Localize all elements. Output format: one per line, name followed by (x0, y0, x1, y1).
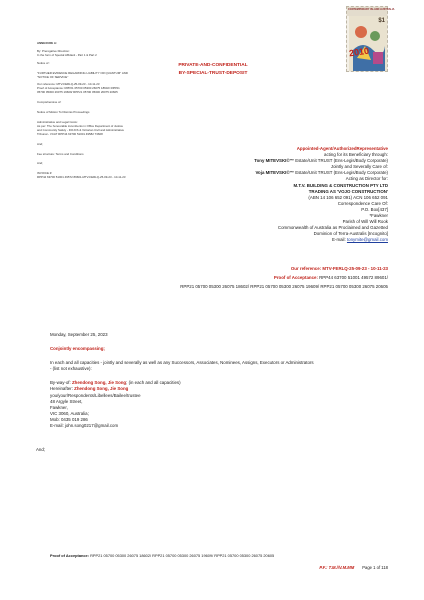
footer-right (319, 565, 388, 570)
by-way-rest: ; (in each and all capacities) (126, 380, 181, 386)
confidential-header (158, 62, 268, 78)
footer-proof (50, 553, 274, 558)
annexure-label: ANNEXURE A: (37, 41, 57, 45)
voja-estate-rest: Estate/Unit TRUST (Ens-Legis/Body Corporate) (293, 170, 388, 176)
fee-structure: Fee structure: Terms and Conditions (37, 151, 84, 156)
left-proof-line-2: 05700 05300 26075 19609/ RPP21 05700 05300 26075 20605 (37, 90, 118, 95)
voja-name: Voja MITEVSKI©™ (255, 170, 294, 176)
acting-for: acting for its Beneficiary through: (324, 152, 388, 158)
state-postcode: VIC 3060, Australia; (50, 410, 89, 416)
by-way-label: By-way-of: (50, 380, 72, 386)
our-ref-label: Our reference: (290, 266, 323, 271)
stamp-artwork (349, 16, 387, 71)
conjointly: Conjointly encompassing; (50, 346, 105, 352)
right-address-block (168, 146, 388, 244)
stamp-year: 2010 (348, 45, 370, 59)
stamp-band-text: CONTEMPORARY ISLAND AUSTRALIA (348, 8, 395, 11)
commonwealth: Commonwealth of Australia as Proclaimed and Gazetted (277, 225, 388, 231)
and-text-2: And; (37, 161, 43, 166)
stamp-value: $1 (378, 18, 385, 24)
company-name: M.T.V. BUILDING & CONSTRUCTION PTY LTD (293, 182, 388, 188)
page-number: Page 1 of 118 (362, 565, 388, 570)
street-address: 48 Argyle Street, (50, 398, 83, 404)
left-proof-line-1: Proof of Acceptance: RPP21 05700 05300 26075 18602/ RPP21 (37, 86, 120, 91)
letter-date: Monday, September 25, 2023 (50, 332, 108, 337)
po-box: P.O. Box[437] (361, 206, 388, 212)
mobile: Mob: 0435 019 286 (50, 416, 88, 422)
jointly-severally: Jointly and Severally Care of: (330, 164, 388, 170)
by-way-name: Zhendong Song, Jie Song (71, 380, 127, 386)
postage-stamp (346, 6, 395, 72)
proof-value-1: RPP44 63700 51001 49572 89601/ (319, 275, 388, 281)
form-line: In the form of Special Affidavit - Part 1 & Part 2 (37, 52, 97, 57)
proof-value-2: RPP21 05700 05300 26075 18602/ RPP21 05700 05300 26075 19609/ RPP21 05700 05300 26075 20605 (180, 284, 388, 290)
footer-proof-label: Proof of Acceptance: (50, 553, 91, 558)
as-per: As per: The honourable incumbents in Office Department of Justice (37, 123, 124, 128)
hereinafter-name: Zhendong Song, Jie Song (74, 386, 129, 392)
suburb: Fawkner, (50, 404, 68, 410)
body-and: And; (36, 447, 46, 453)
footer-proof-value: RPP21 05700 05300 26075 18602/ RPP21 05700 05300 26075 19609/ RPP21 05700 05300 26075 20605 (90, 553, 275, 558)
hereinafter-label: Hereinafter: (50, 386, 75, 392)
parish: Parish of Will Will Rook (342, 219, 388, 225)
abn-acn: (ABN 14 106 652 091) ACN 106 652 091 (308, 194, 388, 200)
special-trust-deposit: BY-SPECIAL-TRUST-DEPOSIT (178, 71, 248, 76)
email-line (168, 237, 388, 243)
each-all-line-1: In each and all capacities - jointly and severally as well as any Successors, Associates, Nominees, Assigns, Executors or Administrators (50, 360, 314, 366)
footer-initials: P.F.: T.M.//V.M.MM (319, 565, 355, 570)
our-ref-value: MTV-FERLQ-25-09-23 - 10-11-23 (322, 266, 388, 271)
reference-block (28, 266, 388, 290)
private-confidential: PRIVATE-AND-CONFIDENTIAL (178, 63, 248, 68)
correspondence: Correspondence Care Of: (337, 200, 388, 206)
community-safety: and Community Safety - DOJCS & Victorian Civil and Administrative (37, 127, 125, 132)
acting-director: Acting as Director for: (345, 176, 388, 182)
notice-of-motion: Notice of Motion To Dismiss Proceedings (37, 110, 90, 115)
tony-estate-rest: Estate/Unit TRUST (Ens-Legis/Body Corporate) (293, 158, 388, 164)
by-line: By: Prerogative Direction: (37, 48, 70, 53)
email-label: E-mail: (332, 237, 347, 243)
fawkner: *Fawkner (369, 213, 388, 219)
notice-of: Notice of : (37, 60, 51, 65)
dominion: Dominion of Terra-Australis [Incognito] (313, 231, 388, 237)
left-our-reference: Our reference: MTV-FERLQ-25-09-23 - 10-11-23 (37, 82, 100, 87)
appointed-agent: Appointed-Agent/AuthorizedRepresentative (296, 146, 388, 151)
stamp-band (347, 7, 395, 16)
proof-label: Proof of Acceptance: (273, 275, 320, 281)
body-email: E-mail: john.song0217@gmail.com (50, 423, 119, 429)
trading-as: TRADING AS 'VOJO CONSTRUCTION' (308, 188, 388, 194)
email-link[interactable]: tonymite@gmail.com (346, 237, 388, 243)
tribunal-line: Tribunal - VCAT RPP44 63700 51001 49582 73608 (37, 131, 103, 136)
and-text-1: And; (37, 141, 43, 146)
respondents-line: you/your/Respondents/Libellees/Bailee/trustee (50, 392, 141, 398)
comprehensive-of: Comprehensive of: (37, 100, 62, 105)
notice-of-service: "NOTICE OF SERVICE" (37, 74, 69, 79)
admin-costs: Administrative and Legal Costs: (37, 119, 78, 124)
invoice-number: RPP44 63700 51001 49572 89601-MTV-FERLQ-25-09-23 - 10-11-23 (37, 175, 126, 180)
each-all-line-2: - (list not exhaustive): (50, 366, 92, 372)
tony-name: Tony MITEVSKI©™ (254, 158, 294, 164)
further-evidence: "FURTHER EVIDENCE REGARDING LIABILITY OR QUANTUM" AND (37, 70, 128, 75)
letter-body (36, 332, 390, 453)
invoice-label: INVOICE #: (37, 171, 53, 176)
